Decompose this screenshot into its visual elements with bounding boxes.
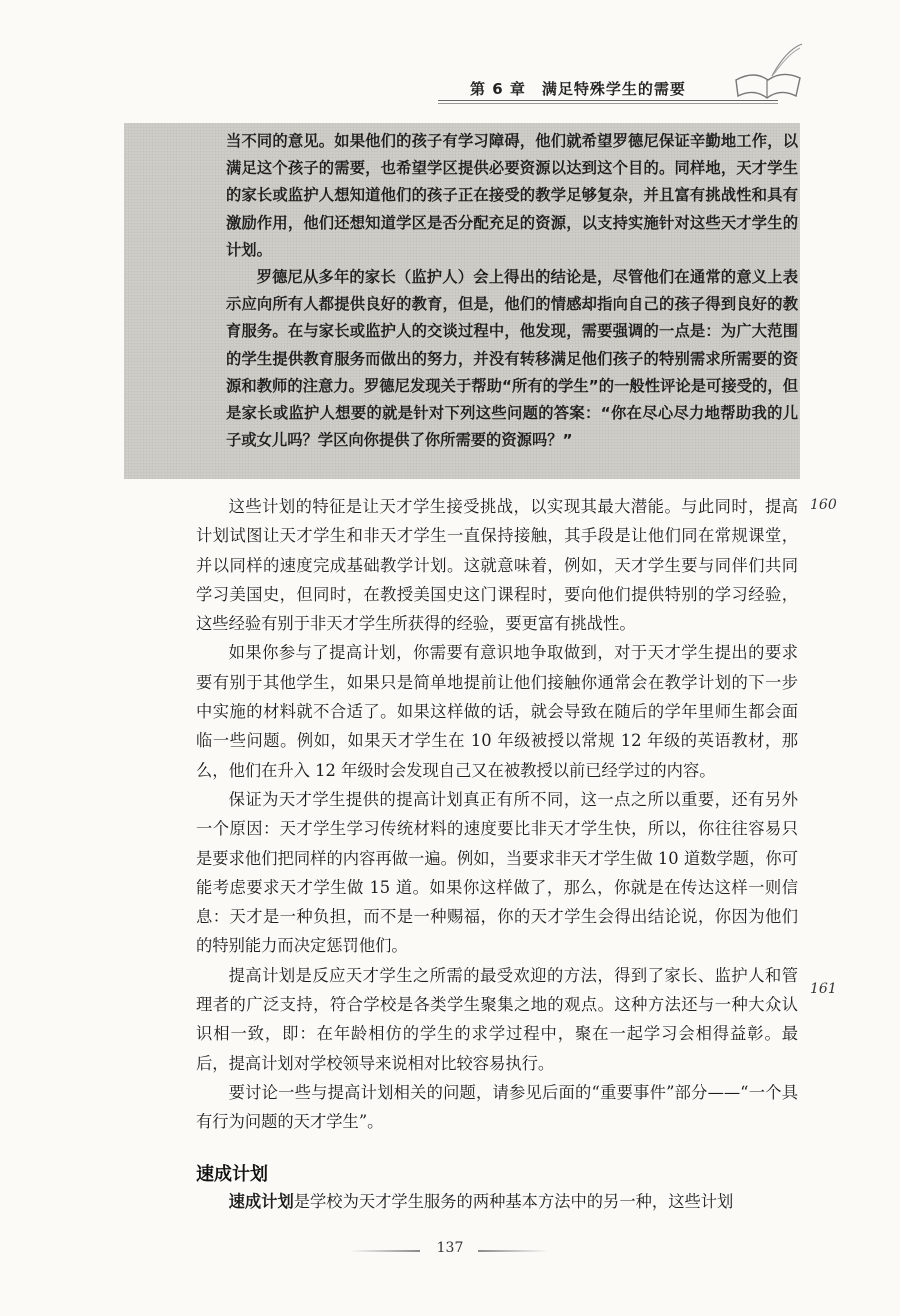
- case-paragraph: 当不同的意见。如果他们的孩子有学习障碍，他们就希望罗德尼保证辛勤地工作，以满足这个孩子的需要，也希望学区提供必要资源以达到这个目的。同样地，天才学生的家长或监护人想知道他们的孩子正在接受的教学足够复杂，并且富有挑战性和具有激励作用，他们还想知道学区是否分配充足的资源，以支持实施针对这些天才学生的计划。: [226, 132, 798, 259]
- footer-ornament-right: [478, 1250, 548, 1252]
- body-paragraph: 这些计划的特征是让天才学生接受挑战，以实现其最大潜能。与此同时，提高计划试图让天才学生和非天才学生一直保持接触，其手段是让他们同在常规课堂，并以同样的速度完成基础教学计划。这就意味着，例如，天才学生要与同伴们共同学习美国史，但同时，在教授美国史这门课程时，要向他们提供特别的学习经验，这些经验有别于非天才学生所获得的经验，要更富有挑战性。: [196, 497, 798, 634]
- section-lead-term: 速成计划: [228, 1192, 294, 1211]
- case-paragraph: 罗德尼从多年的家长（监护人）会上得出的结论是，尽管他们在通常的意义上表示应向所有人都提供良好的教育，但是，他们的情感却指向自己的孩子得到良好的教育服务。在与家长或监护人的交谈过程中，他发现，需要强调的一点是：为广大范围的学生提供教育服务而做出的努力，并没有转移满足他们孩子的特别需求所需要的资源和教师的注意力。罗德尼发现关于帮助“所有的学生”的一般性评论是可接受的，但是家长或监护人想要的就是针对下列这些问题的答案：“你在尽心尽力地帮助我的儿子或女儿吗？学区向你提供了你所需要的资源吗？”: [226, 268, 798, 450]
- margin-page-number: 160: [810, 497, 837, 513]
- body-paragraph: 保证为天才学生提供的提高计划真正有所不同，这一点之所以重要，还有另外一个原因：天才学生学习传统材料的速度要比非天才学生快，所以，你往往容易只是要求他们把同样的内容再做一遍。例如，当要求非天才学生做 10 道数学题，你可能考虑要求天才学生做 15 道。如果你这样做了，那么，你就是在传达这样一则信息：天才是一种负担，而不是一种赐福，你的天才学生会得出结论说，你因为他们的特别能力而决定惩罚他们。: [196, 789, 798, 956]
- chapter-header: 第 6 章 满足特殊学生的需要: [470, 80, 686, 98]
- section-paragraph: [196, 1187, 798, 1216]
- body-text: [196, 492, 798, 1137]
- body-paragraph: 如果你参与了提高计划，你需要有意识地争取做到，对于天才学生提出的要求要有别于其他学生，如果只是简单地提前让他们接触你通常会在教学计划的下一步中实施的材料就不合适了。如果这样做的话，就会导致在随后的学年里师生都会面临一些问题。例如，如果天才学生在 10 年级被授以常规 12 年级的英语教材，那么，他们在升入 12 年级时会发现自己又在被教授以前已经学过的内容。: [196, 643, 798, 780]
- section-heading: 速成计划: [196, 1164, 268, 1185]
- book-icon: [730, 40, 804, 104]
- body-paragraph: 要讨论一些与提高计划相关的问题，请参见后面的“重要事件”部分——“一个具有行为问题的天才学生”。: [196, 1082, 798, 1132]
- header-rule-secondary: [438, 103, 778, 104]
- page-number: 137: [436, 1240, 464, 1256]
- section-paragraph-text: 是学校为天才学生服务的两种基本方法中的另一种，这些计划: [293, 1192, 734, 1211]
- body-paragraph: 提高计划是反应天才学生之所需的最受欢迎的方法，得到了家长、监护人和管理者的广泛支持，符合学校是各类学生聚集之地的观点。这种方法还与一种大众认识相一致，即：在年龄相仿的学生的求学过程中，聚在一起学习会相得益彰。最后，提高计划对学校领导来说相对比较容易执行。: [196, 965, 798, 1073]
- header-rule: [438, 100, 778, 101]
- case-study-text: [226, 128, 798, 454]
- margin-page-number: 161: [810, 981, 837, 997]
